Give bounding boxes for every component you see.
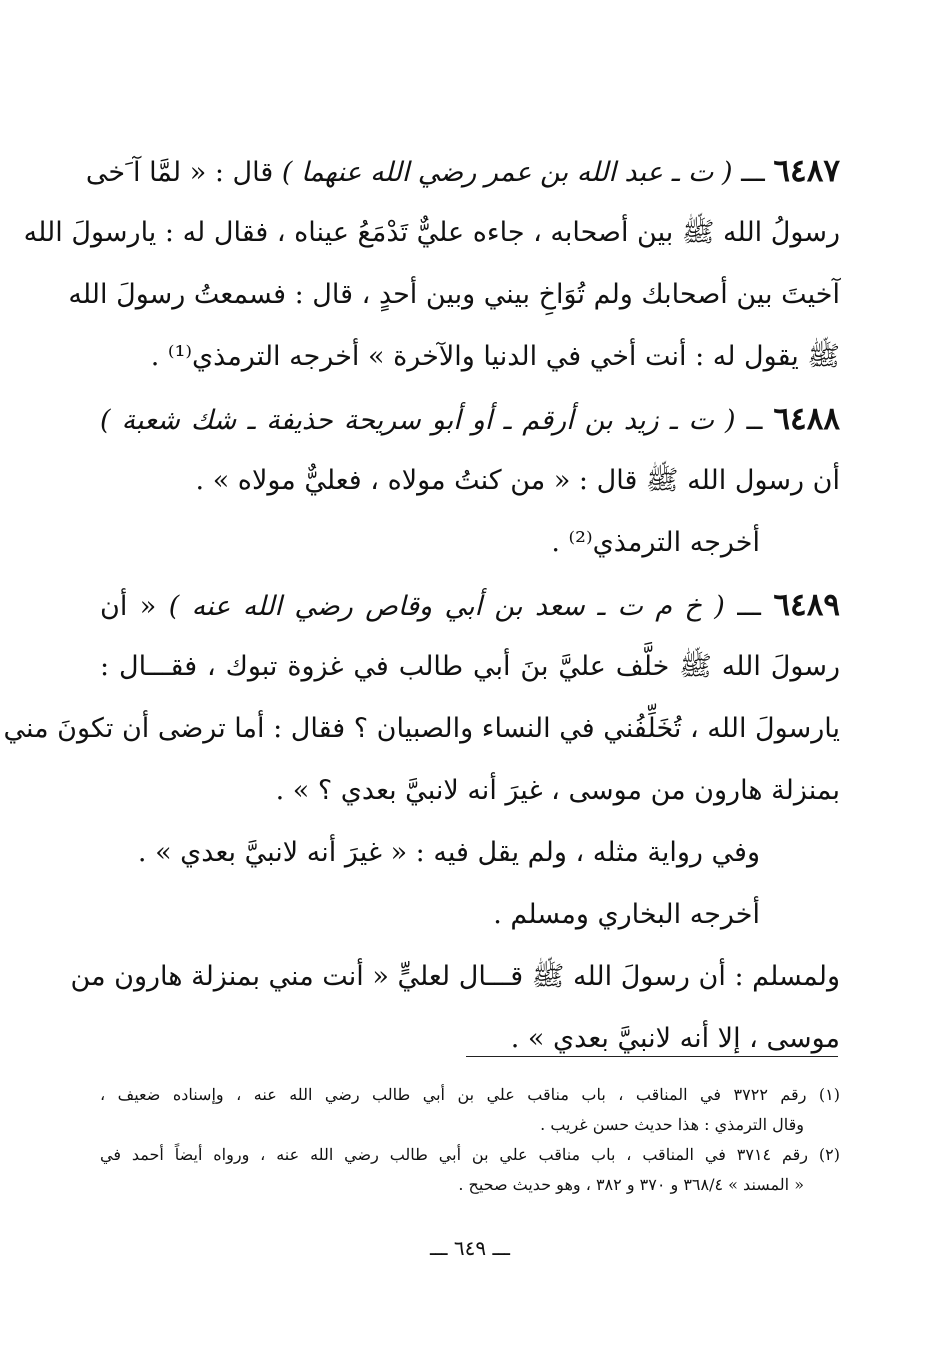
hadith-source-heading: ( ت ـ عبد الله بن عمر رضي الله عنهما ): [281, 157, 733, 188]
text-line: بمنزلة هارون من موسى ، غيرَ أنه لانبيَّ بعدي ؟ » .: [275, 775, 840, 806]
page-number: ـــ ٦٤٩ ـــ: [429, 1236, 511, 1260]
footnotes: [100, 1080, 840, 1200]
footnote-2-line-2: « المسند » ٣٦٨/٤ و ٣٧٠ و ٣٨٢ ، وهو حديث صحيح .: [458, 1175, 804, 1194]
text-line: ﷺ يقول له : أنت أخي في الدنيا والآخرة » أخرجه الترمذي⁽¹⁾ .: [150, 341, 840, 372]
hadith-number: ٦٤٨٧: [773, 153, 840, 189]
footnote-1-line-2: وقال الترمذي : هذا حديث حسن غريب .: [540, 1115, 804, 1134]
footnote-1-line-1: (١) رقم ٣٧٢٢ في المناقب ، باب مناقب علي بن أبي طالب رضي الله عنه ، وإسناده ضعيف ،: [100, 1085, 840, 1104]
hadith-number: ٦٤٨٨: [773, 401, 840, 437]
hadith-text: [3, 140, 840, 1070]
text-line: أخرجه الترمذي⁽²⁾ .: [551, 527, 760, 558]
text-line: رسولَ الله ﷺ خلَّف عليَّ بنَ أبي طالب في غزوة تبوك ، فقـــال :: [100, 651, 840, 682]
text-line: أن رسول الله ﷺ قال : « من كنتُ مولاه ، فعليٌّ مولاه » .: [195, 465, 840, 496]
hadith-6489-line-1: ٦٤٨٩ ـــ ( خ م ت ـ سعد بن أبي وقاص رضي الله عنه ) « أن: [100, 587, 840, 623]
hadith-source-heading: ( خ م ت ـ سعد بن أبي وقاص رضي الله عنه ): [168, 591, 725, 622]
text-line: ولمسلم : أن رسولَ الله ﷺ قـــال لعليٍّ « أنت مني بمنزلة هارون من: [70, 961, 840, 992]
text-line: رسولُ الله ﷺ بين أصحابه ، جاءه عليٌّ تَدْمَعُ عيناه ، فقال له : يارسولَ الله: [23, 217, 840, 248]
hadith-number: ٦٤٨٩: [773, 587, 840, 623]
text-line: موسى ، إلا أنه لانبيَّ بعدي » .: [510, 1023, 840, 1054]
hadith-6487-line-1: ٦٤٨٧ ـــ ( ت ـ عبد الله بن عمر رضي الله عنهما ) قال : « لمَّا آ َخى: [85, 153, 840, 189]
text-line: يارسولَ الله ، تُخَلِّفُني في النساء والصبيان ؟ فقال : أما ترضى أن تكونَ مني: [3, 713, 840, 744]
hadith-source-heading: ( ت ـ زيد بن أرقم ـ أو أبو سريحة حذيفة ـ شك شعبة ): [100, 405, 736, 436]
footnote-separator: [466, 1056, 838, 1057]
hadith-6488-line-1: ٦٤٨٨ ــ ( ت ـ زيد بن أرقم ـ أو أبو سريحة حذيفة ـ شك شعبة ): [100, 401, 840, 437]
text-line: وفي رواية مثله ، ولم يقل فيه : « غيرَ أنه لانبيَّ بعدي » .: [137, 837, 760, 868]
footnote-2-line-1: (٢) رقم ٣٧١٤ في المناقب ، باب مناقب علي بن أبي طالب رضي الله عنه ، ورواه أيضاً أحمد في: [100, 1145, 841, 1164]
text-line: أخرجه البخاري ومسلم .: [493, 899, 760, 930]
text-line: آخيتَ بين أصحابك ولم تُوَاخِ بيني وبين أحدٍ ، قال : فسمعتُ رسولَ الله: [68, 279, 840, 310]
